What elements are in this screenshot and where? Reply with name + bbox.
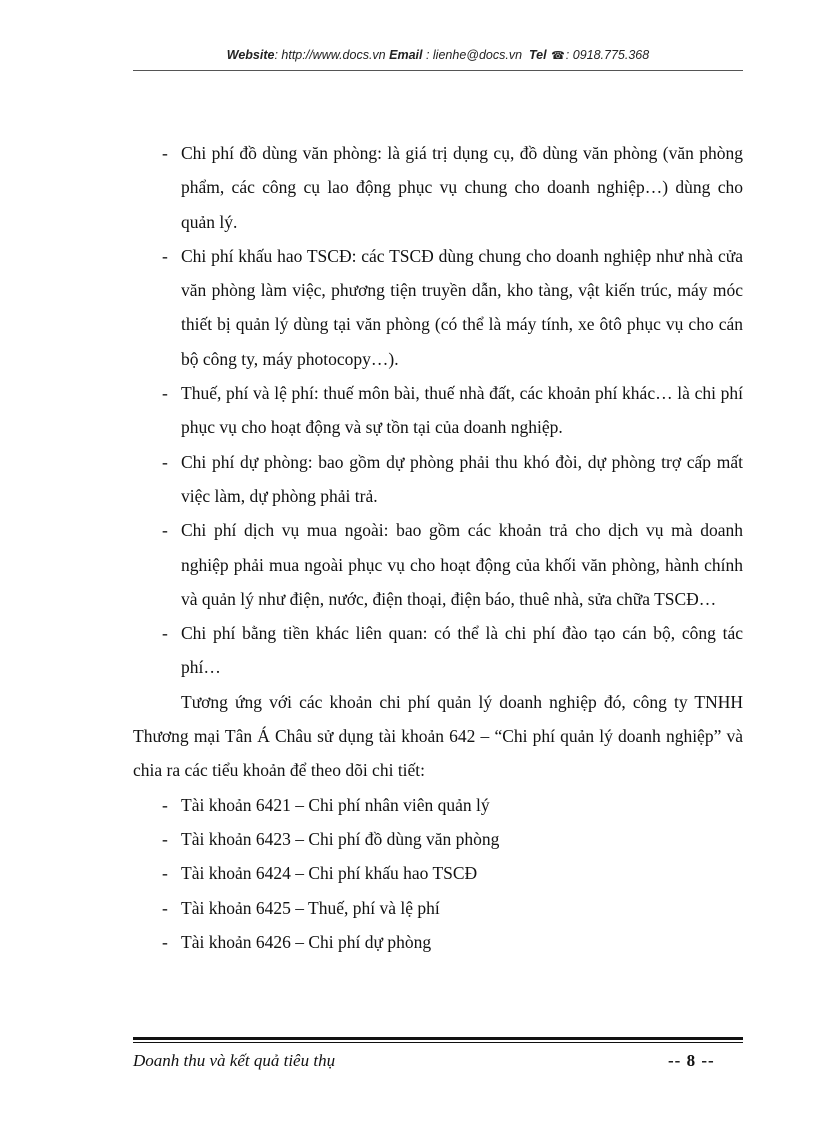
list-item-text: Chi phí đồ dùng văn phòng: là giá trị dụng cụ, đồ dùng văn phòng (văn phòng phẩm, các công cụ lao động phục vụ chung cho doanh nghiệp…) dùng cho quản lý. bbox=[181, 143, 743, 232]
list-item bbox=[133, 136, 743, 239]
tel-label: Tel bbox=[529, 48, 547, 62]
email-label: Email bbox=[389, 48, 423, 62]
page-number: -- 8 -- bbox=[668, 1051, 715, 1070]
footer-divider-thick bbox=[133, 1037, 743, 1040]
list-item bbox=[133, 616, 743, 685]
list-item-text: Chi phí bằng tiền khác liên quan: có thể là chi phí đào tạo cán bộ, công tác phí… bbox=[181, 623, 743, 678]
account-item-text: Tài khoản 6423 – Chi phí đồ dùng văn phòng bbox=[181, 828, 500, 849]
account-item bbox=[133, 891, 743, 925]
account-item-text: Tài khoản 6426 – Chi phí dự phòng bbox=[181, 931, 432, 952]
website-value: : http://www.docs.vn bbox=[274, 48, 386, 62]
list-item bbox=[133, 376, 743, 445]
document-body bbox=[133, 136, 743, 959]
list-item-text: Chi phí dịch vụ mua ngoài: bao gồm các khoản trả cho dịch vụ mà doanh nghiệp phải mua ngoài phục vụ cho hoạt động của khối văn phòng, hành chính và quản lý như điện, nước, điện thoại, điện báo, thuê nhà, sửa chữa TSCĐ… bbox=[181, 520, 743, 609]
account-item-text: Tài khoản 6424 – Chi phí khấu hao TSCĐ bbox=[181, 863, 478, 884]
account-item bbox=[133, 822, 743, 856]
bullet-marker: - bbox=[162, 520, 168, 541]
footer-title: Doanh thu và kết quả tiêu thụ bbox=[133, 1051, 336, 1070]
account-item bbox=[133, 856, 743, 890]
list-item-text: Thuế, phí và lệ phí: thuế môn bài, thuế nhà đất, các khoản phí khác… là chi phí phục vụ cho hoạt động và sự tồn tại của doanh nghiệp. bbox=[181, 383, 743, 438]
header-divider bbox=[133, 70, 743, 71]
page-header bbox=[133, 48, 743, 62]
bullet-marker: - bbox=[162, 623, 168, 644]
list-item-text: Chi phí khấu hao TSCĐ: các TSCĐ dùng chung cho doanh nghiệp như nhà cửa văn phòng làm việc, phương tiện truyền dẫn, kho tàng, vật kiến trúc, máy móc thiết bị quản lý dùng tại văn phòng (có thể là máy tính, xe ôtô phục vụ cho cán bộ công ty, máy photocopy…). bbox=[181, 245, 743, 369]
website-label: Website bbox=[226, 48, 275, 62]
bullet-marker: - bbox=[162, 897, 168, 918]
list-item bbox=[133, 445, 743, 514]
bullet-marker: - bbox=[162, 383, 168, 404]
bullet-marker: - bbox=[162, 863, 168, 884]
bullet-marker: - bbox=[162, 451, 168, 472]
account-item bbox=[133, 925, 743, 959]
list-item bbox=[133, 239, 743, 376]
list-item bbox=[133, 513, 743, 616]
bullet-marker: - bbox=[162, 245, 168, 266]
bullet-marker: - bbox=[162, 143, 168, 163]
bullet-marker: - bbox=[162, 794, 168, 815]
account-item-text: Tài khoản 6421 – Chi phí nhân viên quản lý bbox=[181, 794, 490, 815]
footer-divider-thin bbox=[133, 1042, 743, 1043]
list-item-text: Chi phí dự phòng: bao gồm dự phòng phải thu khó đòi, dự phòng trợ cấp mất việc làm, dự phòng phải trả. bbox=[181, 451, 743, 506]
tel-value: : 0918.775.368 bbox=[565, 48, 650, 62]
account-item bbox=[133, 788, 743, 822]
account-item-text: Tài khoản 6425 – Thuế, phí và lệ phí bbox=[181, 897, 440, 918]
bullet-marker: - bbox=[162, 828, 168, 849]
body-paragraph: Tương ứng với các khoản chi phí quản lý doanh nghiệp đó, công ty TNHH Thương mại Tân Á Châu sử dụng tài khoản 642 – “Chi phí quản lý doanh nghiệp” và chia ra các tiểu khoản để theo dõi chi tiết: bbox=[133, 691, 743, 781]
phone-icon: ☎ bbox=[551, 50, 565, 62]
email-value: : lienhe@docs.vn bbox=[422, 48, 523, 62]
bullet-marker: - bbox=[162, 931, 168, 952]
